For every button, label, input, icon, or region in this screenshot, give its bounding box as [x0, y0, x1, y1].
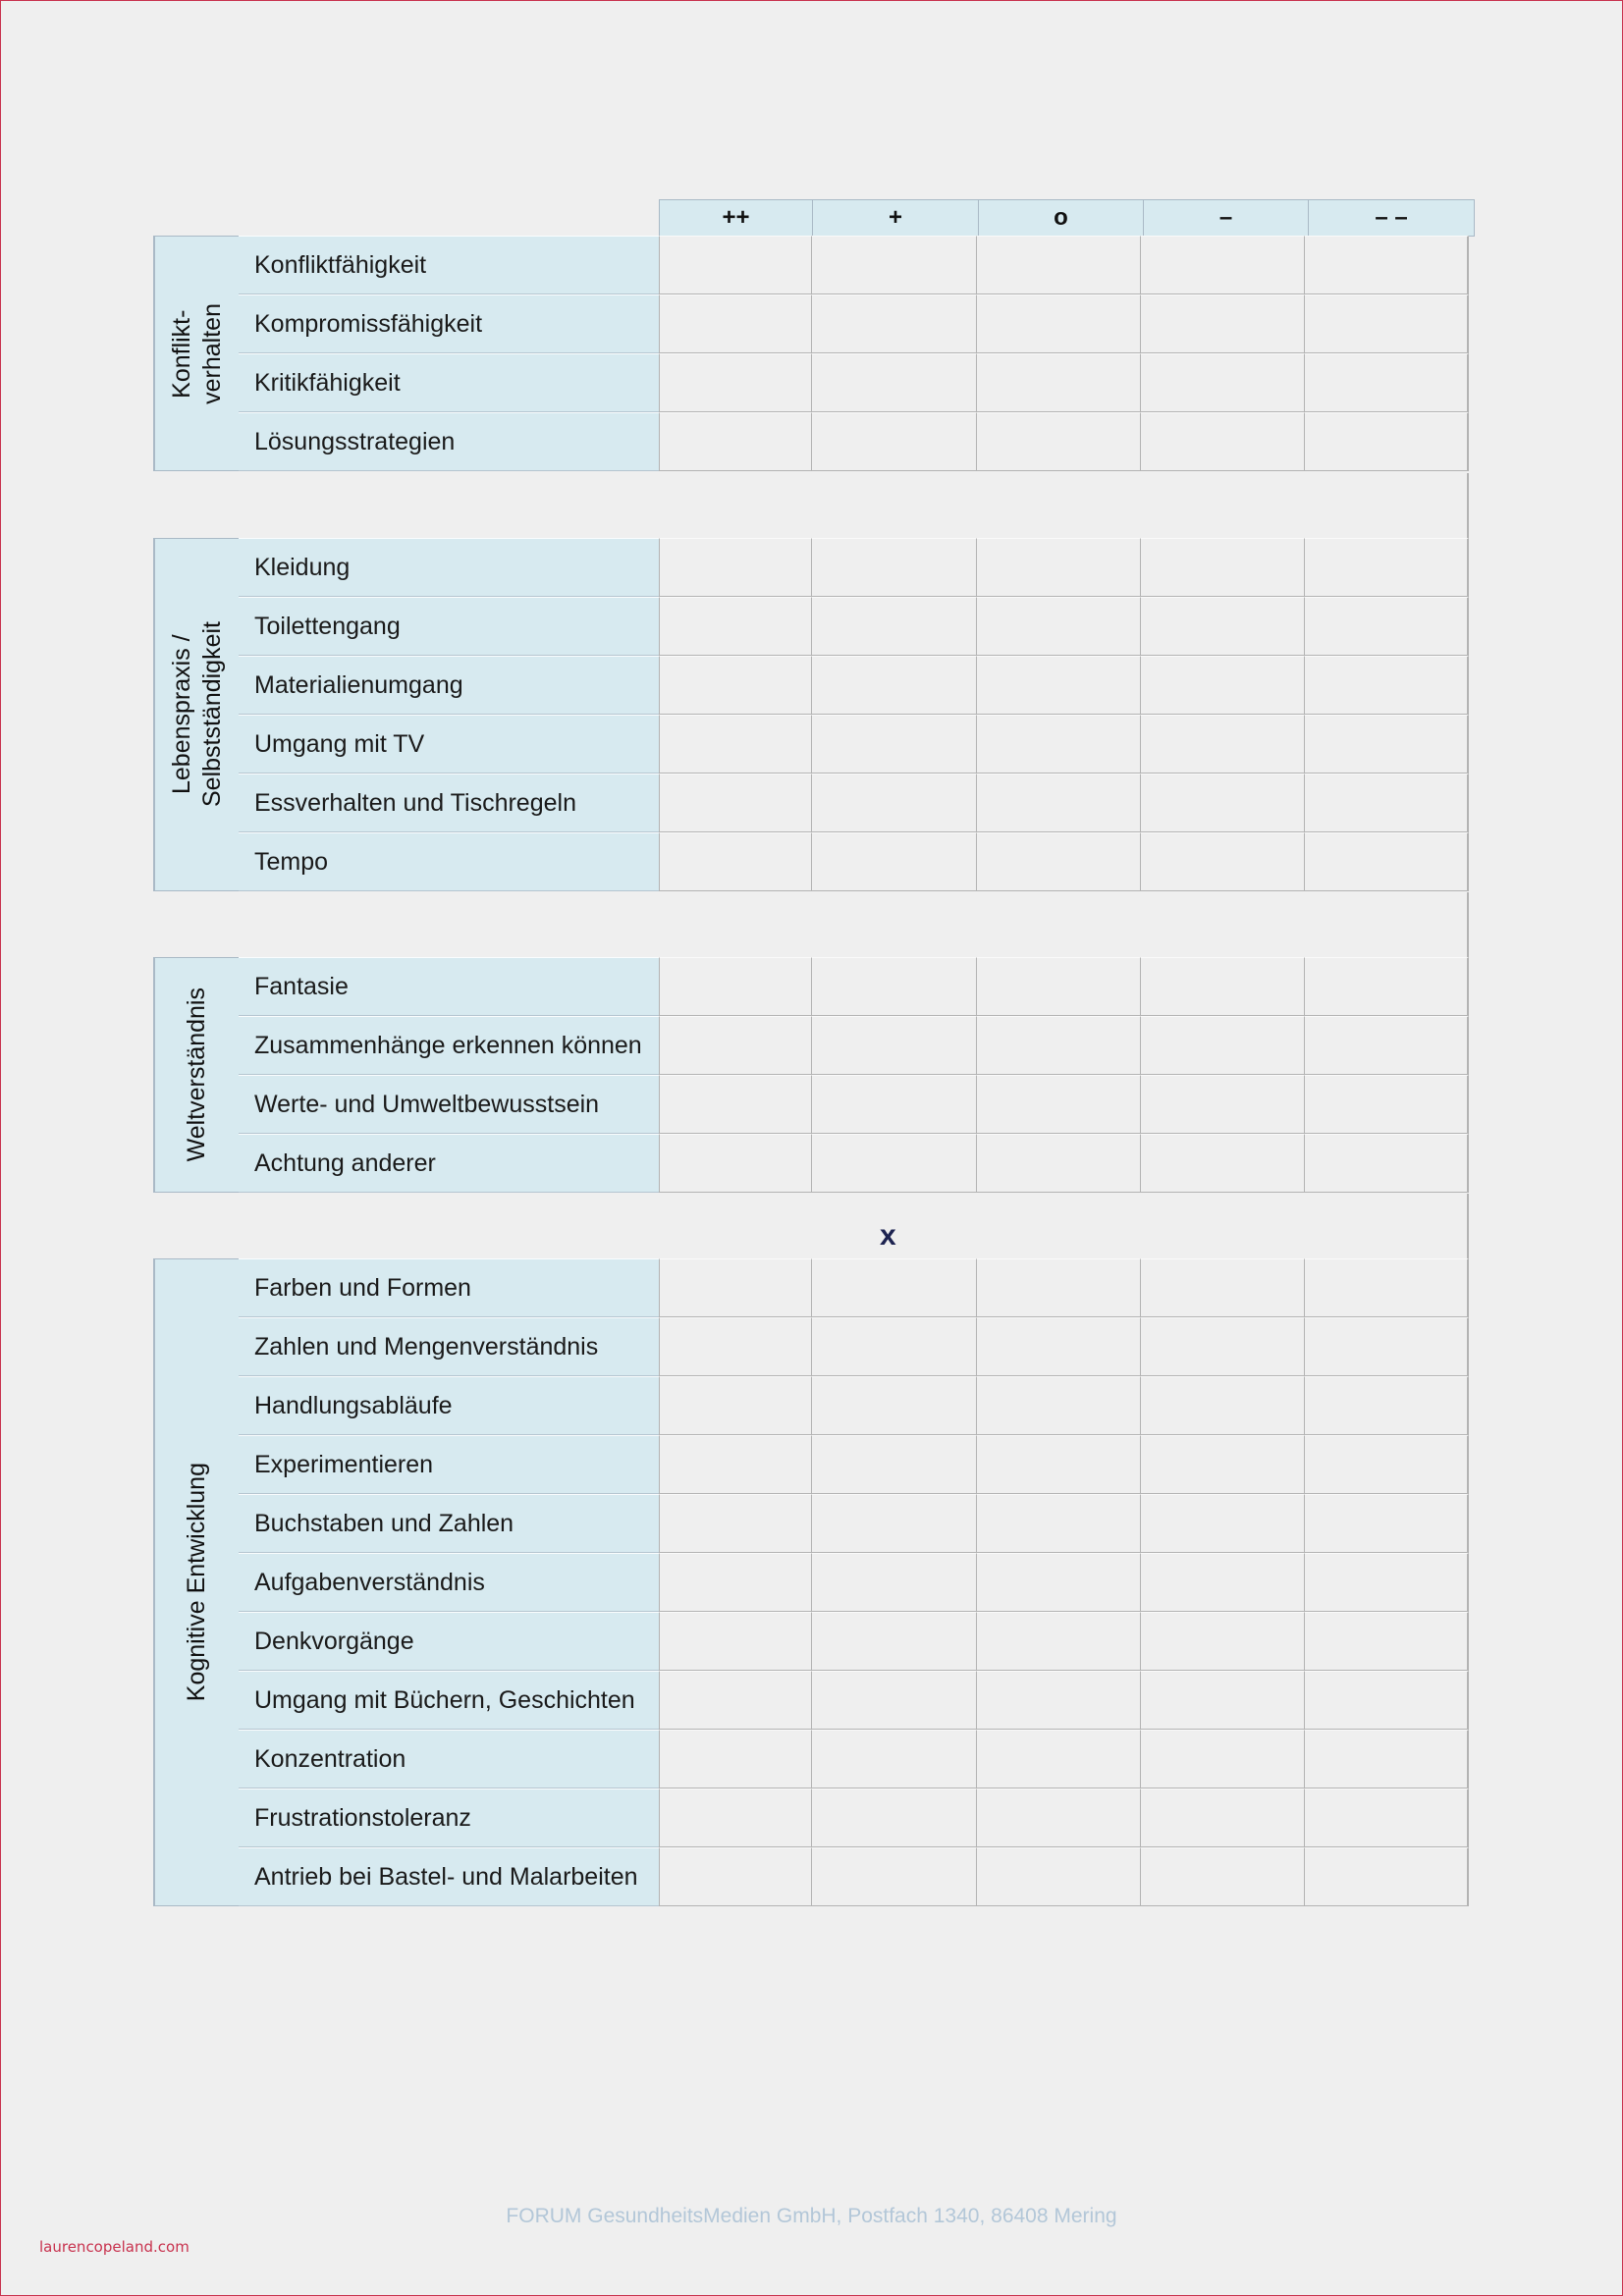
criterion-label: Aufgabenverständnis	[239, 1553, 659, 1612]
rating-cell[interactable]	[1140, 412, 1304, 471]
rating-cell[interactable]	[1304, 1376, 1469, 1435]
rating-cell[interactable]	[659, 597, 811, 656]
table-row	[239, 1553, 1469, 1612]
rating-cell[interactable]	[976, 774, 1140, 832]
rating-cell[interactable]	[1140, 832, 1304, 891]
table-row	[239, 656, 1469, 715]
rating-cell[interactable]	[1304, 832, 1469, 891]
rating-cell[interactable]	[1304, 1789, 1469, 1847]
criterion-label: Buchstaben und Zahlen	[239, 1494, 659, 1553]
rating-cell[interactable]	[1304, 597, 1469, 656]
rating-header-cell: ++	[660, 200, 813, 236]
section-weltverstaendnis	[153, 957, 1469, 1193]
category-label-text: Konflikt- verhalten	[167, 302, 226, 404]
rating-cell[interactable]	[811, 1016, 976, 1075]
table-row	[239, 1435, 1469, 1494]
criterion-label: Zahlen und Mengenverständnis	[239, 1317, 659, 1376]
table-right-border	[1467, 892, 1469, 957]
table-row	[239, 715, 1469, 774]
category-label-text: Lebenspraxis / Selbstständigkeit	[167, 621, 226, 808]
rating-cell[interactable]	[1140, 1553, 1304, 1612]
rating-cell[interactable]	[811, 1376, 976, 1435]
table-row	[239, 236, 1469, 294]
rating-cell[interactable]	[811, 294, 976, 353]
section-lebenspraxis	[153, 538, 1469, 891]
rating-cell[interactable]	[976, 1435, 1140, 1494]
rating-cell[interactable]	[1140, 957, 1304, 1016]
rating-cell[interactable]	[1304, 1730, 1469, 1789]
rating-cell[interactable]	[659, 832, 811, 891]
rating-cell[interactable]	[659, 1553, 811, 1612]
rating-cell[interactable]	[811, 1317, 976, 1376]
rating-cell[interactable]	[659, 1317, 811, 1376]
rating-cell[interactable]	[1140, 1376, 1304, 1435]
rating-cell[interactable]	[1140, 1612, 1304, 1671]
table-row	[239, 1317, 1469, 1376]
rating-cell[interactable]	[811, 538, 976, 597]
rating-cell[interactable]	[1140, 1258, 1304, 1317]
rating-cell[interactable]	[811, 1730, 976, 1789]
rating-cell[interactable]	[811, 1075, 976, 1134]
criterion-label: Denkvorgänge	[239, 1612, 659, 1671]
rating-cell[interactable]	[976, 1016, 1140, 1075]
rating-cell[interactable]	[659, 1730, 811, 1789]
rating-cell[interactable]	[659, 1075, 811, 1134]
criterion-label: Konzentration	[239, 1730, 659, 1789]
rating-cell[interactable]	[811, 1789, 976, 1847]
rating-cell[interactable]	[811, 1671, 976, 1730]
rating-cell[interactable]	[1140, 1789, 1304, 1847]
rating-cell[interactable]	[811, 1612, 976, 1671]
rating-cell[interactable]	[976, 1376, 1140, 1435]
rating-cell[interactable]	[1304, 1075, 1469, 1134]
rating-cell[interactable]	[976, 1612, 1140, 1671]
rating-header-cell: o	[979, 200, 1144, 236]
rating-cell[interactable]	[1304, 236, 1469, 294]
rating-cell[interactable]	[659, 1376, 811, 1435]
criterion-label: Antrieb bei Bastel- und Malarbeiten	[239, 1847, 659, 1906]
rating-cell[interactable]	[1140, 1016, 1304, 1075]
criterion-label: Essverhalten und Tischregeln	[239, 774, 659, 832]
criterion-label: Umgang mit TV	[239, 715, 659, 774]
rating-cell[interactable]	[1304, 774, 1469, 832]
rating-cell[interactable]	[811, 1494, 976, 1553]
watermark: laurencopeland.com	[39, 2238, 189, 2256]
rating-cell[interactable]	[811, 656, 976, 715]
criterion-label: Umgang mit Büchern, Geschichten	[239, 1671, 659, 1730]
table-row	[239, 538, 1469, 597]
criterion-label: Handlungsabläufe	[239, 1376, 659, 1435]
criterion-label: Kleidung	[239, 538, 659, 597]
category-label	[153, 1258, 239, 1906]
rating-cell[interactable]	[1304, 412, 1469, 471]
rating-cell[interactable]	[811, 1553, 976, 1612]
table-row	[239, 1494, 1469, 1553]
rating-cell[interactable]	[976, 597, 1140, 656]
rating-cell[interactable]	[976, 1671, 1140, 1730]
rating-cell[interactable]	[976, 957, 1140, 1016]
rating-header-cell: – –	[1309, 200, 1475, 236]
table-row	[239, 412, 1469, 471]
category-label	[153, 236, 239, 471]
criterion-label: Toilettengang	[239, 597, 659, 656]
rating-cell[interactable]	[811, 353, 976, 412]
rating-cell[interactable]	[976, 1317, 1140, 1376]
rating-header-cell: –	[1144, 200, 1309, 236]
criterion-label: Materialienumgang	[239, 656, 659, 715]
table-row	[239, 1847, 1469, 1906]
rating-cell[interactable]	[1140, 774, 1304, 832]
rating-cell[interactable]	[659, 957, 811, 1016]
rating-cell[interactable]	[811, 412, 976, 471]
table-row	[239, 1016, 1469, 1075]
category-label	[153, 957, 239, 1193]
criterion-label: Fantasie	[239, 957, 659, 1016]
table-row	[239, 353, 1469, 412]
rating-cell[interactable]	[1304, 1016, 1469, 1075]
criterion-label: Werte- und Umweltbewusstsein	[239, 1075, 659, 1134]
rating-cell[interactable]	[1140, 1317, 1304, 1376]
rating-cell[interactable]	[659, 353, 811, 412]
rating-cell[interactable]	[811, 1134, 976, 1193]
rating-cell[interactable]	[1140, 597, 1304, 656]
table-row	[239, 1730, 1469, 1789]
table-row	[239, 1258, 1469, 1317]
rating-cell[interactable]	[976, 1494, 1140, 1553]
table-row	[239, 1789, 1469, 1847]
criterion-label: Kritikfähigkeit	[239, 353, 659, 412]
rating-cell[interactable]	[659, 656, 811, 715]
rating-cell[interactable]	[1140, 353, 1304, 412]
rating-cell[interactable]	[1304, 1258, 1469, 1317]
criterion-label: Frustrationstoleranz	[239, 1789, 659, 1847]
rating-cell[interactable]	[1140, 1847, 1304, 1906]
rating-cell[interactable]	[659, 412, 811, 471]
rating-cell[interactable]	[811, 832, 976, 891]
rating-cell[interactable]	[1304, 1494, 1469, 1553]
rating-cell[interactable]	[1304, 1317, 1469, 1376]
table-row	[239, 294, 1469, 353]
rating-cell[interactable]	[659, 294, 811, 353]
rating-cell[interactable]	[976, 236, 1140, 294]
criterion-label: Experimentieren	[239, 1435, 659, 1494]
table-row	[239, 1075, 1469, 1134]
rating-cell[interactable]	[811, 774, 976, 832]
criterion-label: Kompromissfähigkeit	[239, 294, 659, 353]
rating-cell[interactable]	[659, 1258, 811, 1317]
rating-cell[interactable]	[976, 1258, 1140, 1317]
rating-cell[interactable]	[811, 957, 976, 1016]
table-row	[239, 832, 1469, 891]
rating-cell[interactable]	[1140, 1671, 1304, 1730]
rating-header-cell: +	[813, 200, 979, 236]
rating-cell[interactable]	[1140, 538, 1304, 597]
rating-cell[interactable]	[1140, 1494, 1304, 1553]
rating-cell[interactable]	[1140, 1075, 1304, 1134]
table-row	[239, 1134, 1469, 1193]
rating-cell[interactable]	[976, 656, 1140, 715]
rating-cell[interactable]	[811, 1847, 976, 1906]
section-kognitive-entwicklung	[153, 1258, 1469, 1906]
rating-cell[interactable]	[659, 1435, 811, 1494]
rating-cell[interactable]	[1304, 1435, 1469, 1494]
rating-cell[interactable]	[1304, 1671, 1469, 1730]
footer-publisher: FORUM GesundheitsMedien GmbH, Postfach 1340, 86408 Mering	[506, 2205, 1117, 2227]
rating-cell[interactable]	[1304, 294, 1469, 353]
rating-cell[interactable]	[1304, 1553, 1469, 1612]
rating-cell[interactable]	[659, 236, 811, 294]
table-row	[239, 1612, 1469, 1671]
table-row	[239, 597, 1469, 656]
rating-cell[interactable]	[1304, 1134, 1469, 1193]
table-right-border	[1467, 1194, 1469, 1258]
rating-cell[interactable]	[659, 1847, 811, 1906]
rating-cell[interactable]	[659, 1612, 811, 1671]
rating-cell[interactable]	[811, 597, 976, 656]
rating-cell[interactable]	[976, 1789, 1140, 1847]
rating-cell[interactable]	[659, 1789, 811, 1847]
rating-cell[interactable]	[1304, 957, 1469, 1016]
category-label-text: Weltverständnis	[183, 988, 210, 1162]
rating-cell[interactable]	[976, 1847, 1140, 1906]
rating-cell[interactable]	[1140, 656, 1304, 715]
rating-cell[interactable]	[811, 1435, 976, 1494]
rating-cell[interactable]	[1304, 353, 1469, 412]
rating-cell[interactable]	[976, 1075, 1140, 1134]
rating-cell[interactable]	[659, 1494, 811, 1553]
rating-cell[interactable]	[1304, 1847, 1469, 1906]
rating-cell[interactable]	[976, 715, 1140, 774]
rating-cell[interactable]	[1304, 538, 1469, 597]
rating-cell[interactable]	[1140, 1730, 1304, 1789]
criterion-label: Achtung anderer	[239, 1134, 659, 1193]
rating-cell[interactable]	[976, 1134, 1140, 1193]
rating-cell[interactable]	[811, 715, 976, 774]
rating-cell[interactable]	[1304, 1612, 1469, 1671]
rating-cell[interactable]	[1140, 294, 1304, 353]
rating-cell[interactable]	[976, 412, 1140, 471]
table-row	[239, 957, 1469, 1016]
rating-cell[interactable]	[976, 1730, 1140, 1789]
category-label	[153, 538, 239, 891]
rating-cell[interactable]	[659, 538, 811, 597]
rating-cell[interactable]	[976, 294, 1140, 353]
rating-cell[interactable]	[659, 1671, 811, 1730]
rating-cell[interactable]	[1140, 1134, 1304, 1193]
criterion-label: Farben und Formen	[239, 1258, 659, 1317]
category-label-text: Kognitive Entwicklung	[183, 1463, 210, 1702]
rating-cell[interactable]	[976, 353, 1140, 412]
rating-cell[interactable]	[811, 236, 976, 294]
handwritten-mark: x	[880, 1219, 896, 1252]
criterion-label: Tempo	[239, 832, 659, 891]
rating-cell[interactable]	[976, 1553, 1140, 1612]
rating-cell[interactable]	[659, 715, 811, 774]
rating-cell[interactable]	[1304, 656, 1469, 715]
table-row	[239, 1671, 1469, 1730]
section-konfliktverhalten	[153, 236, 1469, 471]
table-row	[239, 774, 1469, 832]
criterion-label: Lösungsstrategien	[239, 412, 659, 471]
rating-cell[interactable]	[1304, 715, 1469, 774]
rating-cell[interactable]	[659, 1016, 811, 1075]
criterion-label: Zusammenhänge erkennen können	[239, 1016, 659, 1075]
rating-cell[interactable]	[1140, 1435, 1304, 1494]
rating-cell[interactable]	[976, 832, 1140, 891]
criterion-label: Konfliktfähigkeit	[239, 236, 659, 294]
rating-cell[interactable]	[659, 774, 811, 832]
rating-cell[interactable]	[1140, 715, 1304, 774]
rating-scale-header	[659, 199, 1475, 237]
rating-cell[interactable]	[976, 538, 1140, 597]
table-right-border	[1467, 473, 1469, 538]
table-row	[239, 1376, 1469, 1435]
rating-cell[interactable]	[811, 1258, 976, 1317]
rating-cell[interactable]	[659, 1134, 811, 1193]
rating-cell[interactable]	[1140, 236, 1304, 294]
